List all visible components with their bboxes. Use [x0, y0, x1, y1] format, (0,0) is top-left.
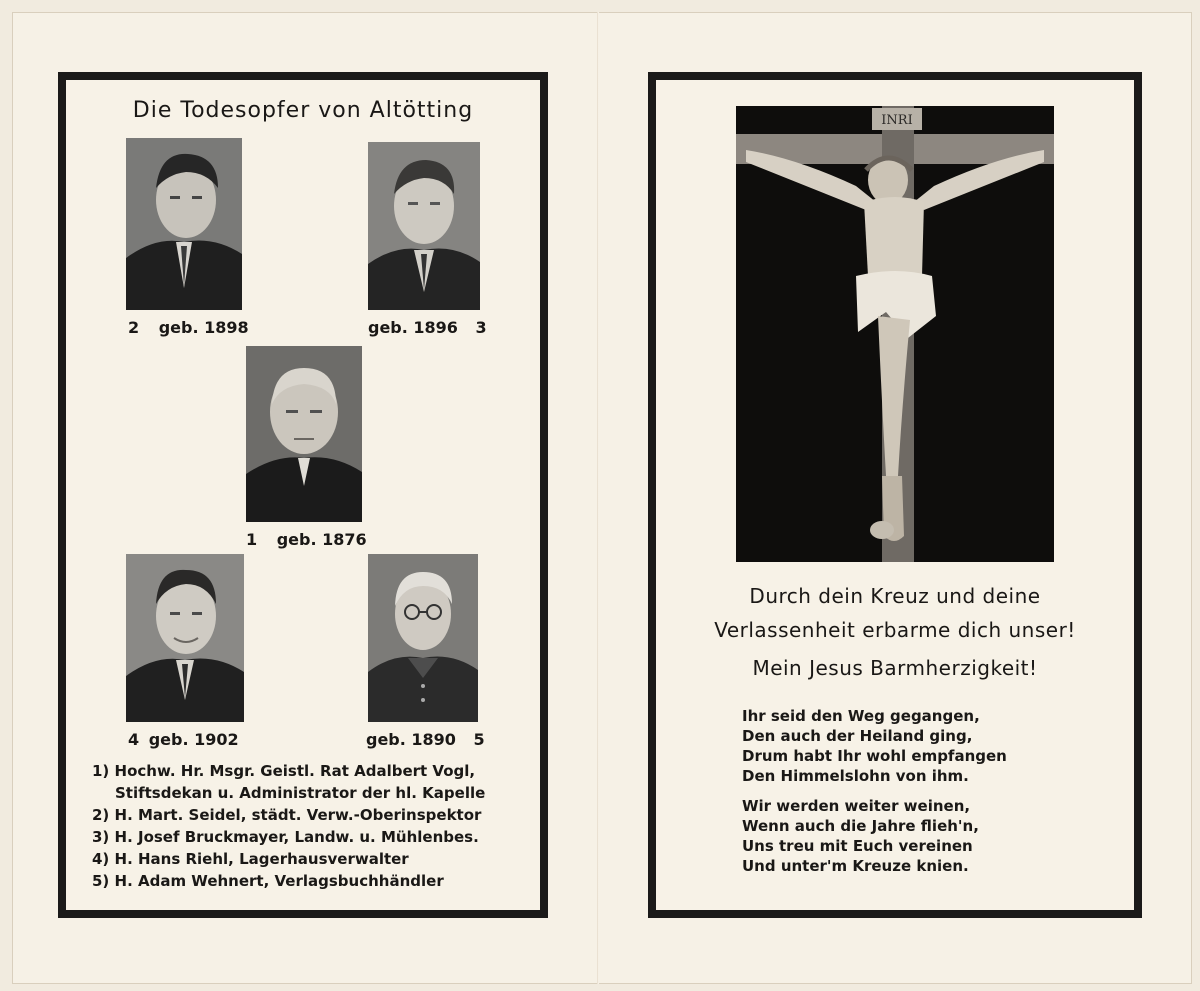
portrait-caption-5 [366, 730, 485, 749]
cross-inscription: INRI [881, 113, 913, 128]
portrait-photo-5 [368, 554, 478, 722]
portrait-photo-2 [126, 138, 242, 310]
portrait-number: 5 [473, 730, 485, 749]
panel-heading: Die Todesopfer von Altötting [132, 98, 474, 123]
portrait-photo-4 [126, 554, 244, 722]
list-item: Stiftsdekan u. Administrator der hl. Kapelle [115, 784, 486, 802]
birth-year: geb. 1896 [368, 318, 458, 337]
portrait-number: 3 [475, 318, 487, 337]
list-item: 5) H. Adam Wehnert, Verlagsbuchhändler [92, 872, 444, 890]
portrait-photo-3 [368, 142, 480, 310]
prayer-line: Durch dein Kreuz und deine [749, 584, 1041, 608]
verse-2 [742, 796, 979, 876]
verse-line: Drum habt Ihr wohl empfangen [742, 747, 1007, 765]
card-fold [597, 12, 599, 984]
victims-list [92, 760, 532, 892]
list-item: 4) H. Hans Riehl, Lagerhausverwalter [92, 850, 409, 868]
verse-line: Und unter'm Kreuze knien. [742, 857, 969, 875]
prayer-line: Verlassenheit erbarme dich unser! [714, 618, 1076, 642]
birth-year: geb. 1876 [276, 530, 367, 549]
portrait-caption-4 [128, 730, 239, 749]
portrait-caption-3 [368, 318, 487, 337]
birth-year: geb. 1898 [158, 318, 249, 337]
birth-year: geb. 1890 [366, 730, 456, 749]
portrait-number: 2 [128, 318, 140, 337]
verse-line: Ihr seid den Weg gegangen, [742, 707, 980, 725]
portrait-photo-1 [246, 346, 362, 522]
verse-1 [742, 706, 1007, 786]
portrait-number: 4 [128, 730, 140, 749]
verse-line: Wenn auch die Jahre flieh'n, [742, 817, 979, 835]
prayer-line: Mein Jesus Barmherzigkeit! [752, 656, 1038, 680]
portrait-caption-2 [128, 318, 249, 337]
crucifix-image [736, 106, 1054, 562]
list-item: 3) H. Josef Bruckmayer, Landw. u. Mühlenbes. [92, 828, 479, 846]
verse-line: Uns treu mit Euch vereinen [742, 837, 973, 855]
portrait-caption-1 [246, 530, 367, 549]
right-panel [648, 72, 1142, 918]
list-item: 2) H. Mart. Seidel, städt. Verw.-Oberinspektor [92, 806, 482, 824]
portrait-number: 1 [246, 530, 258, 549]
left-panel [58, 72, 548, 918]
verse-line: Wir werden weiter weinen, [742, 797, 971, 815]
verse-line: Den Himmelslohn von ihm. [742, 767, 969, 785]
verse-line: Den auch der Heiland ging, [742, 727, 973, 745]
list-item: 1) Hochw. Hr. Msgr. Geistl. Rat Adalbert Vogl, [92, 762, 476, 780]
birth-year: geb. 1902 [148, 730, 239, 749]
